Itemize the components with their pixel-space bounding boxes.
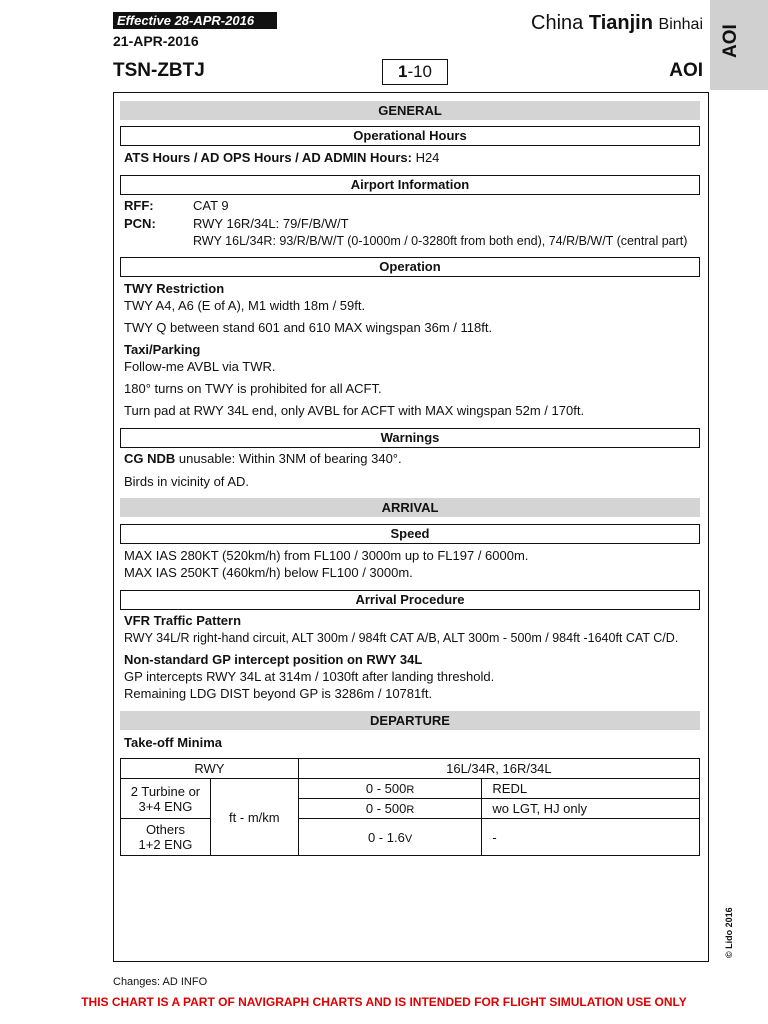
vfr-pattern-title: VFR Traffic Pattern xyxy=(124,613,242,628)
taxi-parking-title: Taxi/Parking xyxy=(124,342,201,357)
minima-condition: REDL xyxy=(482,779,700,799)
speed-line-2: MAX IAS 250KT (460km/h) below FL100 / 3000m. xyxy=(124,565,413,580)
runways-header: 16L/34R, 16R/34L xyxy=(298,759,699,779)
section-label: AOI xyxy=(669,60,703,81)
warning-line-2: Birds in vicinity of AD. xyxy=(124,474,249,489)
speed-heading: Speed xyxy=(120,524,700,544)
airport-code: TSN-ZBTJ xyxy=(113,60,205,81)
airport-name: Binhai xyxy=(658,16,703,33)
twy-line-1: TWY A4, A6 (E of A), M1 width 18m / 59ft. xyxy=(124,298,366,313)
twy-line-2: TWY Q between stand 601 and 610 MAX wingspan 36m / 118ft. xyxy=(124,320,493,335)
airport-info-heading: Airport Information xyxy=(120,175,700,195)
effective-date-banner: Effective 28-APR-2016 xyxy=(113,12,277,29)
taxi-line-1: Follow-me AVBL via TWR. xyxy=(124,359,276,374)
taxi-line-3: Turn pad at RWY 34L end, only AVBL for ACFT with MAX wingspan 52m / 170ft. xyxy=(124,403,585,418)
gp-line-2: Remaining LDG DIST beyond GP is 3286m / 10781ft. xyxy=(124,686,433,701)
warnings-heading: Warnings xyxy=(120,428,700,448)
group-turbine: 2 Turbine or 3+4 ENG xyxy=(121,779,211,819)
pcn-line-1: RWY 16R/34L: 79/F/B/W/T xyxy=(193,216,349,231)
minima-condition: wo LGT, HJ only xyxy=(482,799,700,819)
speed-line-1: MAX IAS 280KT (520km/h) from FL100 / 3000m up to FL197 / 6000m. xyxy=(124,548,529,563)
page-main: 1 xyxy=(397,62,408,81)
sim-use-disclaimer: THIS CHART IS A PART OF NAVIGRAPH CHARTS AND IS INTENDED FOR FLIGHT SIMULATION USE ONLY xyxy=(81,995,687,1009)
vfr-pattern-line: RWY 34L/R right-hand circuit, ALT 300m / 984ft CAT A/B, ALT 300m - 500m / 984ft -1640ft CAT C/D. xyxy=(124,631,679,645)
unit-cell: ft - m/km xyxy=(210,779,298,856)
takeoff-minima-table xyxy=(120,758,700,856)
table-row xyxy=(121,819,700,856)
op-hours-line xyxy=(124,150,439,166)
arrival-procedure-heading: Arrival Procedure xyxy=(120,590,700,610)
changes-note: Changes: AD INFO xyxy=(113,976,208,988)
minima-value: 0 - 1.6V xyxy=(298,819,482,856)
pcn-label: PCN: xyxy=(124,216,156,231)
op-hours-label: ATS Hours / AD OPS Hours / AD ADMIN Hours: xyxy=(124,150,412,165)
airport-location xyxy=(531,12,703,35)
minima-value: 0 - 500R xyxy=(298,779,482,799)
group-others: Others 1+2 ENG xyxy=(121,819,211,856)
warning-text: unusable: Within 3NM of bearing 340°. xyxy=(175,451,402,466)
rff-label: RFF: xyxy=(124,198,154,213)
general-heading: GENERAL xyxy=(120,101,700,120)
section-tab[interactable] xyxy=(710,0,768,90)
warning-line-1 xyxy=(124,451,402,467)
taxi-line-2: 180° turns on TWY is prohibited for all ACFT. xyxy=(124,381,382,396)
rff-value: CAT 9 xyxy=(193,198,229,213)
page-number xyxy=(382,59,448,85)
rwy-header: RWY xyxy=(121,759,299,779)
country: China xyxy=(531,12,584,34)
table-header-row xyxy=(121,759,700,779)
gp-line-1: GP intercepts RWY 34L at 314m / 1030ft after landing threshold. xyxy=(124,669,495,684)
departure-heading: DEPARTURE xyxy=(120,711,700,730)
takeoff-minima-title: Take-off Minima xyxy=(124,735,222,750)
minima-value: 0 - 500R xyxy=(298,799,482,819)
op-hours-value: H24 xyxy=(415,150,440,165)
arrival-heading: ARRIVAL xyxy=(120,498,700,517)
gp-intercept-title: Non-standard GP intercept position on RWY 34L xyxy=(124,652,423,667)
minima-condition: - xyxy=(482,819,700,856)
city: Tianjin xyxy=(588,12,653,34)
op-hours-heading: Operational Hours xyxy=(120,126,700,146)
table-row xyxy=(121,779,700,799)
issue-date: 21-APR-2016 xyxy=(113,33,199,49)
ndb-ident: CG NDB xyxy=(124,451,176,466)
copyright: © Lido 2016 xyxy=(724,907,734,958)
twy-restriction-title: TWY Restriction xyxy=(124,281,225,296)
section-tab-label: AOI xyxy=(720,24,741,58)
page-rest: -10 xyxy=(407,62,433,81)
pcn-line-2: RWY 16L/34R: 93/R/B/W/T (0-1000m / 0-3280ft from both end), 74/R/B/W/T (central part) xyxy=(193,234,688,248)
operation-heading: Operation xyxy=(120,257,700,277)
